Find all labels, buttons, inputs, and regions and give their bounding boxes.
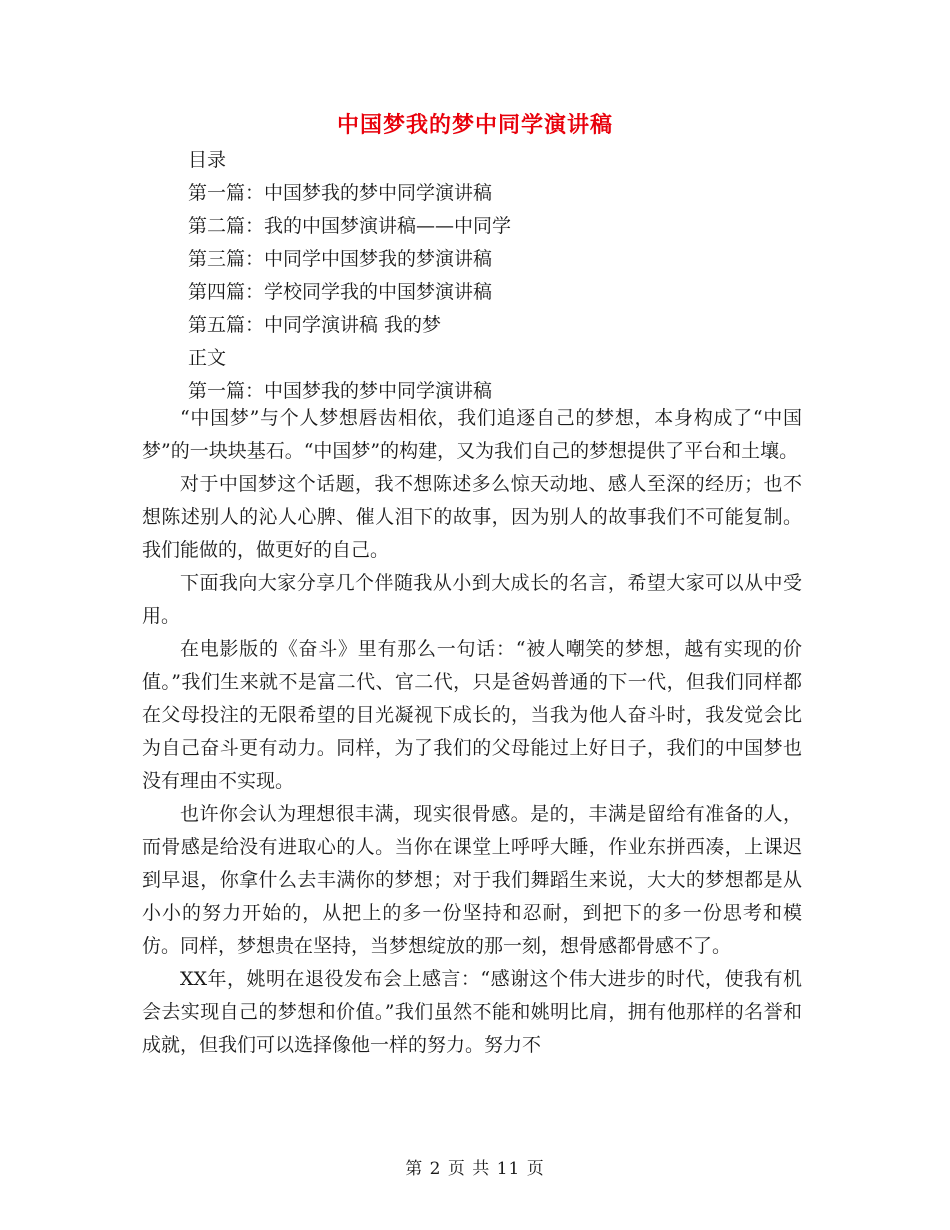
toc-heading: 目录	[188, 149, 227, 171]
table-of-contents	[188, 144, 808, 408]
paragraph: 也许你会认为理想很丰满，现实很骨感。是的，丰满是留给有准备的人，而骨感是给没有进取心的人。当你在课堂上呼呼大睡，作业东拼西凑，上课迟到早退，你拿什么去丰满你的梦想；对于我们舞蹈生来说，大大的梦想都是从小小的努力开始的，从把上的多一份坚持和忍耐，到把下的多一份思考和模仿。同样，梦想贵在坚持，当梦想绽放的那一刻，想骨感都骨感不了。	[142, 803, 802, 957]
toc-item: 第三篇：中同学中国梦我的梦演讲稿	[188, 248, 493, 270]
toc-item: 第五篇：中同学演讲稿 我的梦	[188, 314, 442, 336]
paragraph: 下面我向大家分享几个伴随我从小到大成长的名言，希望大家可以从中受用。	[142, 572, 802, 627]
page-footer: 第 2 页 共 11 页	[405, 1159, 545, 1179]
section-title: 第一篇：中国梦我的梦中同学演讲稿	[188, 380, 493, 402]
body-text	[142, 402, 802, 1062]
paragraph: “中国梦”与个人梦想唇齿相依，我们追逐自己的梦想，本身构成了“中国梦”的一块块基石。“中国梦”的构建，又为我们自己的梦想提供了平台和土壤。	[142, 407, 802, 462]
paragraph: 在电影版的《奋斗》里有那么一句话：“被人嘲笑的梦想，越有实现的价值。”我们生来就不是富二代、官二代，只是爸妈普通的下一代，但我们同样都在父母投注的无限希望的目光凝视下成长的，当我为他人奋斗时，我发觉会比为自己奋斗更有动力。同样，为了我们的父母能过上好日子，我们的中国梦也没有理由不实现。	[142, 638, 802, 792]
document-title: 中国梦我的梦中同学演讲稿	[336, 112, 613, 138]
toc-item: 第四篇：学校同学我的中国梦演讲稿	[188, 281, 493, 303]
paragraph: 对于中国梦这个话题，我不想陈述多么惊天动地、感人至深的经历；也不想陈述别人的沁人心脾、催人泪下的故事，因为别人的故事我们不可能复制。我们能做的，做更好的自己。	[142, 473, 802, 561]
paragraph: XX年，姚明在退役发布会上感言：“感谢这个伟大进步的时代，使我有机会去实现自己的梦想和价值。”我们虽然不能和姚明比肩，拥有他那样的名誉和成就，但我们可以选择像他一样的努力。努力不	[142, 968, 802, 1056]
toc-item: 第一篇：中国梦我的梦中同学演讲稿	[188, 182, 493, 204]
toc-item: 第二篇：我的中国梦演讲稿——中同学	[188, 215, 512, 237]
body-heading: 正文	[188, 347, 227, 369]
